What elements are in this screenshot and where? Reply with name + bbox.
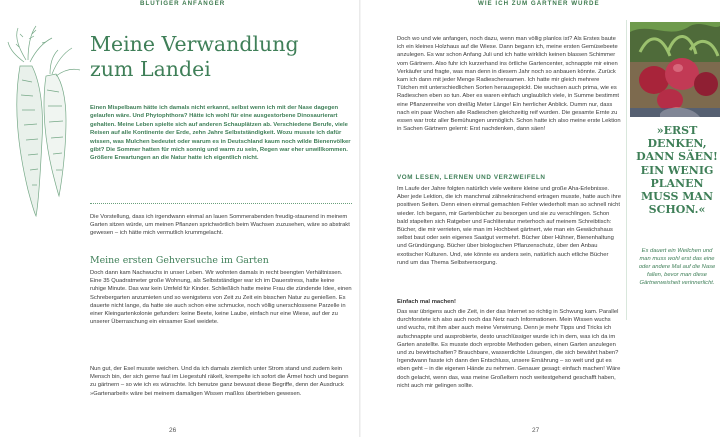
left-paragraph-2: Doch dann kam Nachwuchs in unser Leben. Wir wohnten damals in recht beengten Verhältnissen. Eine 35 Quadratmeter große Wohnung, als Selbstständiger war ich im Dauerstress, hatte keine ruhige Minute. Das war kein Umfeld für Kinder. Schließlich hatte meine Frau die zündende Idee, einen Schrebergarten anzumieten und so wenigstens von Zeit zu Zeit ein bisschen Natur zu genießen. Es dauerte nicht lange, da hatte sie auch schon eine schmucke, noch völlig unerschlossene Parzelle in einer Kleingartenkolonie gefunden: keine Beete, keine Laube, einfach nur eine Wiese, auf der zu unserer Überraschung ein einsamer Esel weidete. [90, 270, 352, 326]
page-number-right: 27 [532, 427, 540, 434]
running-header-left: BLUTIGER ANFÄNGER [140, 0, 226, 7]
left-paragraph-3: Nun gut, der Esel musste weichen. Und da ich damals ziemlich unter Strom stand und zudem kein Mensch bin, der sich gerne faul im Liegestuhl räkelt, krempelte ich sofort die Ärmel hoch und begann zu gärtnern – so wie ich es wünschte. Ich benutze ganz bewusst diese Begriffe, denn der Ausdruck »Gartenarbeit« wäre bei meinem damaligen Wissen maßlos übertrieben gewesen. [90, 366, 349, 397]
pull-quote: »ERST DENKEN, DANN SÄEN! EIN WENIG PLANEN MUSS MAN SCHON.« [636, 124, 718, 217]
chapter-title-line2: zum Landei [90, 57, 211, 81]
intro-paragraph: Einen Mispelbaum hätte ich damals nicht erkannt, selbst wenn ich mit der Nase dagegen gelaufen wäre. Und Phytophthora? Hätte ich wohl für eine ausgestorbene Dinosaurierart gehalten. Meine Leben spielte sich auf anderen Schauplätzen ab. Verschiedene Berufe, viele Reisen auf alle Kontinente der Erde, zehn Jahre Selbstständigkeit. Wozu musste ich dafür wissen, was Mulchen bedeutet oder warum es in Deutschland kaum noch wilde Bienenvölker gibt? Die Sommer hatten für mich sonnig und warm zu sein, Regen war eher unwillkommen. Größere Erwartungen an die Natur hatte ich eigentlich nicht. [90, 105, 351, 162]
carrot-illustration [6, 20, 84, 220]
left-section-heading: Meine ersten Gehversuche im Garten [90, 255, 269, 266]
sidebar-rule [626, 20, 627, 320]
radish-photo [630, 22, 720, 117]
right-section-heading-wrap [397, 174, 621, 181]
page-gutter [359, 0, 361, 437]
left-paragraph-1: Die Vorstellung, dass ich irgendwann einmal an lauen Sommerabenden freudig-staunend in meinem Garten sitzen würde, um meinen Pflanzen sprichwörtlich beim Wachsen zuzusehen, wäre so abstrakt gewesen – ich hätte mich vermutlich krummgelacht. [90, 214, 350, 237]
left-section-heading-wrap [90, 255, 352, 266]
right-paragraph-2: Im Laufe der Jahre folgten natürlich viele weitere kleine und große Aha-Erlebnisse. Aber jede Lektion, die ich manchmal zähneknirschend ertragen musste, hatte auch ihre positiven Seiten. Denn einen einmal gemachten Fehler wiederholt man so schnell nicht wieder. Ich begann, mir Gartenbücher zu besorgen und sie zu verschlingen. Schon bald stapelten sich Ratgeber und Fachliteratur meterhoch auf meinem Schreibtisch: Bücher, die mir verrieten, wie man im Hochbeet gärtnert, wie man ein Gewächshaus selbst baut oder sein eigenes Saatgut vermehrt. Bücher über Hühner, Bienenhaltung und Gründüngung. Bücher über biologischen Pflanzenschutz, über den Anbau exotischer Kulturen. Und, wie könnte es anders sein, natürlich auch etliche Bücher rund um das Thema Selbstversorgung. [397, 186, 621, 266]
chapter-title [90, 32, 350, 82]
right-paragraph-3: Das war übrigens auch die Zeit, in der das Internet so richtig in Schwung kam. Parallel durchforstete ich also auch noch das Netz nach Informationen. Mein Wissen wuchs und wuchs, mit ihm aber auch meine Verwirrung. Denn je mehr Tipps und Tricks ich aufschnappte und ausprobierte, desto unschlüssiger wurde ich in dem, was ich da im Garten anstellte. Es musste doch erprobte Methoden geben, einen Garten anzulegen und zu bewirtschaften? Brauchbare, wasserdichte Lösungen, die sich bewährt haben? Irgendwann fasste ich dann den Entschluss, unsere Ernährung – so weit und gut es eben geht – in die eigenen Hände zu nehmen. Genauer gesagt: einfach machen! Wäre doch gelacht, wenn das, was meine Großeltern noch weitestgehend geschafft haben, nicht auch mir gelingen sollte. [397, 309, 621, 389]
sidebar-caption: Es dauert ein Weilchen und man muss wohl erst das eine oder andere Mal auf die Nase fallen, bevor man diese Gärtnerweisheit verinnerlicht. [638, 248, 716, 286]
running-header-right: WIE ICH ZUM GÄRTNER WURDE [478, 0, 600, 7]
page-number-left: 26 [169, 427, 177, 434]
chapter-title-line1: Meine Verwandlung [90, 32, 299, 56]
right-subheading: Einfach mal machen! [397, 299, 456, 305]
section-divider [90, 203, 352, 204]
right-section-heading: VOM LESEN, LERNEN UND VERZWEIFELN [397, 174, 546, 181]
right-paragraph-1: Doch wo und wie anfangen, noch dazu, wenn man völlig planlos ist? Als Erstes baute ich ein kleines Holzhaus auf die Wiese. Dann begann ich, meine ersten Gemüsebeete anzulegen. Es war schon Anfang Juli und ich hatte wirklich keinen blassen Schimmer vom Gärtnern. Also fuhr ich kurzerhand ins örtliche Gartencenter, schnappte mir einen Verkäufer und fragte, was man denn in diesem Jahr noch so anbauen könnte. Zurück kam ich dann mit jeder Menge Radieschensamen. Ich hatte mir gleich mehrere Tütchen mit unterschiedlichen Sorten herausgepickt. Die wuchsen auch prima, wie es Radieschen eben so tun. Aber es waren einfach unglaublich viele, in Summe bestimmt eine Pflanzenreihe von dreißig Meter Länge! Ein herrlicher Anblick. Dumm nur, dass nach ein paar Wochen alle Radieschen gleichzeitig reif wurden. Die gesamte Ernte zu essen war trotz aller Bemühungen unmöglich. Schon hatte ich also meine erste Lektion in Sachen Gärtnern gelernt: Erst nachdenken, dann säen! [397, 36, 621, 133]
